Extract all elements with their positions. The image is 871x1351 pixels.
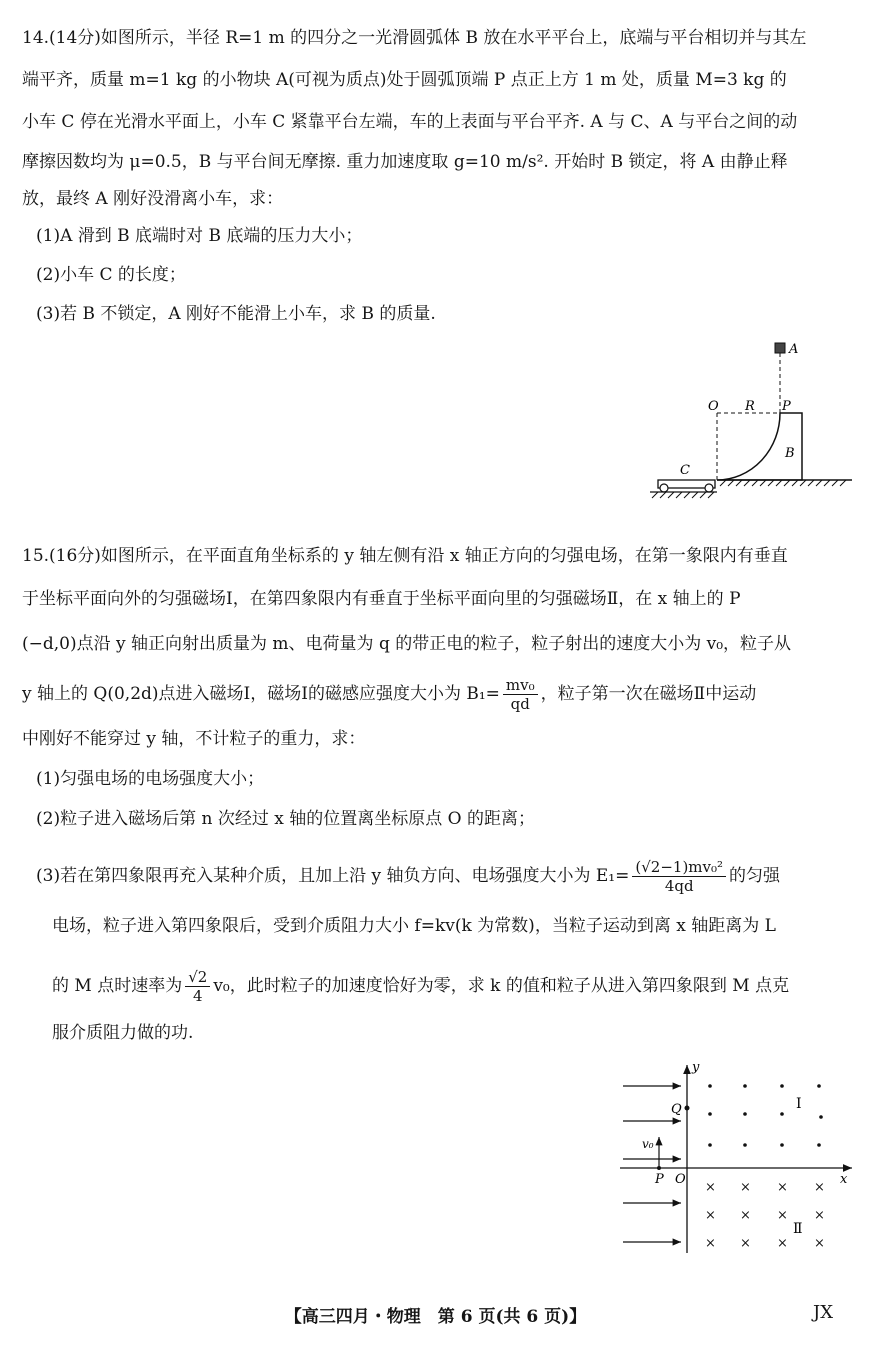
field-cross: × (777, 1208, 788, 1223)
block-a (775, 343, 785, 353)
q14-part-3: (3)若 B 不锁定，A 刚好不能滑上小车，求 B 的质量. (36, 304, 436, 324)
q14-line-1: 14.(14分)如图所示，半径 R=1 m 的四分之一光滑圆弧体 B 放在水平平台上，底端与平台相切并与其左 (22, 28, 807, 48)
q14-line-5: 放，最终 A 刚好没滑离小车，求： (22, 189, 284, 209)
cart-wheel-right (705, 484, 713, 492)
speed-denominator: 4 (193, 987, 203, 1005)
field-dot (743, 1143, 747, 1147)
q14-line-4: 摩擦因数均为 μ=0.5，B 与平台间无摩擦. 重力加速度取 g=10 m/s². 开始时 B 锁定，将 A 由静止释 (22, 152, 788, 172)
q15-part-3-line-4: 服介质阻力做的功. (52, 1023, 194, 1043)
label-a: A (789, 342, 799, 357)
cart-wheel-left (660, 484, 668, 492)
field-dot (819, 1115, 823, 1119)
field-cross: × (740, 1180, 751, 1195)
label-o: O (675, 1172, 686, 1187)
field-ii-crosses (705, 1180, 825, 1251)
field-dot (743, 1084, 747, 1088)
q15-part-3-pre: (3)若在第四象限再充入某种介质，且加上沿 y 轴负方向、电场强度大小为 E₁= (36, 866, 630, 886)
q15-part-3-line-2: 电场，粒子进入第四象限后，受到介质阻力大小 f=kv(k 为常数)，当粒子运动到离 x 轴距离为 L (52, 916, 776, 936)
q15-line-1: 15.(16分)如图所示，在平面直角坐标系的 y 轴左侧有沿 x 轴正方向的匀强电场，在第一象限内有垂直 (22, 546, 788, 566)
b1-denominator: qd (510, 695, 530, 713)
e1-denominator: 4qd (664, 877, 694, 895)
b1-fraction (503, 676, 538, 713)
label-x: x (840, 1172, 848, 1187)
q15-part-3-line-3-pre: 的 M 点时速率为 (52, 976, 183, 996)
field-cross: × (740, 1208, 751, 1223)
q15-line-4-post: ，粒子第一次在磁场Ⅱ中运动 (540, 684, 757, 704)
field-cross: × (814, 1180, 825, 1195)
field-dot (708, 1143, 712, 1147)
q15-part-3 (36, 858, 780, 895)
q15-part-3-line-3 (52, 968, 789, 1005)
field-cross: × (705, 1180, 716, 1195)
q15-figure (615, 1055, 860, 1260)
field-cross: × (705, 1236, 716, 1251)
label-b: B (785, 446, 795, 461)
q14-figure (640, 335, 860, 505)
e1-fraction (632, 858, 726, 895)
q15-part-2: (2)粒子进入磁场后第 n 次经过 x 轴的位置离坐标原点 O 的距离； (36, 809, 535, 829)
label-y: y (692, 1060, 700, 1075)
q15-part-1: (1)匀强电场的电场强度大小； (36, 769, 265, 789)
b1-numerator: mv₀ (503, 676, 538, 695)
q14-line-2: 端平齐，质量 m=1 kg 的小物块 A(可视为质点)处于圆弧顶端 P 点正上方 1 m 处，质量 M=3 kg 的 (22, 70, 787, 90)
field-dot (817, 1143, 821, 1147)
speed-fraction (185, 968, 210, 1005)
label-r: R (745, 399, 755, 414)
label-field-ii: Ⅱ (793, 1221, 803, 1237)
q14-line-3: 小车 C 停在光滑水平面上，小车 C 紧靠平台左端，车的上表面与平台平齐. A 与 C、A 与平台之间的动 (22, 112, 798, 132)
point-p (657, 1166, 661, 1170)
field-dot (743, 1112, 747, 1116)
field-dot (780, 1112, 784, 1116)
field-dot (708, 1084, 712, 1088)
q15-part-3-line-3-post: v₀，此时粒子的加速度恰好为零，求 k 的值和粒子从进入第四象限到 M 点克 (213, 976, 790, 996)
field-dot (780, 1084, 784, 1088)
platform-hatching (720, 480, 846, 486)
field-cross: × (740, 1236, 751, 1251)
q15-part-3-post: 的匀强 (729, 866, 781, 886)
q15-line-2: 于坐标平面向外的匀强磁场Ⅰ，在第四象限内有垂直于坐标平面向里的匀强磁场Ⅱ，在 x 轴上的 P (22, 589, 741, 609)
field-cross: × (777, 1236, 788, 1251)
q15-line-4-pre: y 轴上的 Q(0,2d)点进入磁场Ⅰ，磁场Ⅰ的磁感应强度大小为 B₁= (22, 684, 500, 704)
field-dot (780, 1143, 784, 1147)
q14-part-1: (1)A 滑到 B 底端时对 B 底端的压力大小； (36, 226, 363, 246)
field-i-dots (708, 1084, 823, 1147)
field-cross: × (705, 1208, 716, 1223)
label-p: P (782, 399, 791, 414)
label-o: O (708, 399, 719, 414)
speed-numerator: √2 (185, 968, 210, 987)
label-c: C (680, 463, 690, 478)
label-p: P (655, 1172, 664, 1187)
label-v0: v₀ (642, 1137, 654, 1151)
point-q (685, 1106, 690, 1111)
field-dot (708, 1112, 712, 1116)
field-cross: × (814, 1236, 825, 1251)
field-cross: × (814, 1208, 825, 1223)
ground-hatching (652, 492, 714, 498)
q15-line-3: (−d,0)点沿 y 轴正向射出质量为 m、电荷量为 q 的带正电的粒子，粒子射出的速度大小为 v₀，粒子从 (22, 634, 792, 654)
field-cross: × (777, 1180, 788, 1195)
label-field-i: Ⅰ (796, 1096, 802, 1112)
e1-numerator: (√2−1)mv₀² (632, 858, 726, 877)
page-footer: 【高三四月・物理 第 6 页(共 6 页)】 (284, 1307, 587, 1327)
q15-line-5: 中刚好不能穿过 y 轴，不计粒子的重力，求： (22, 729, 366, 749)
paper-code: JX (813, 1302, 834, 1323)
q14-part-2: (2)小车 C 的长度； (36, 265, 186, 285)
field-dot (817, 1084, 821, 1088)
q15-line-4 (22, 676, 756, 713)
label-q: Q (671, 1102, 682, 1117)
